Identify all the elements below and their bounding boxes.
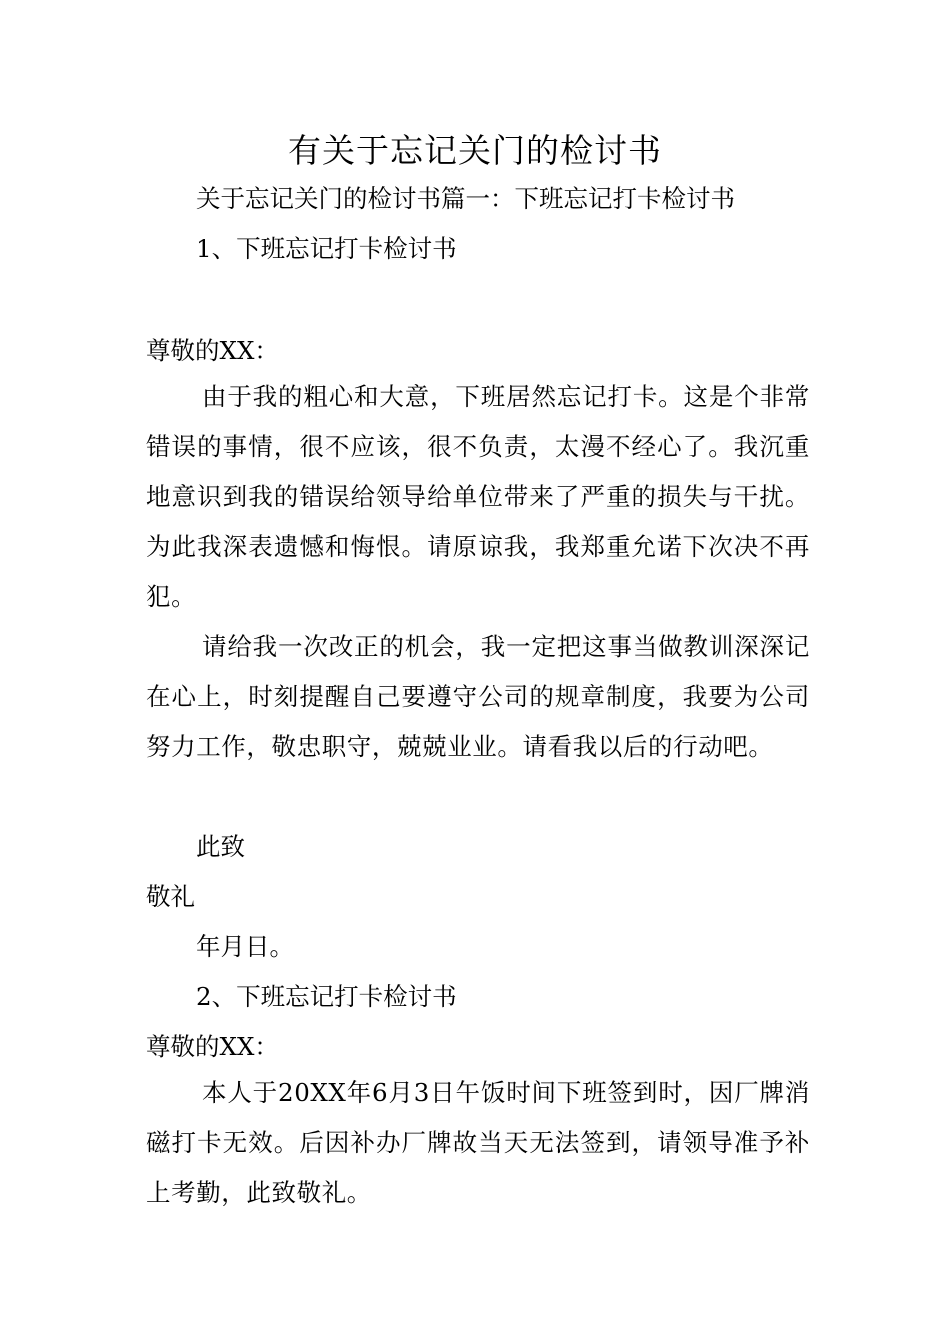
salutation-2: 尊敬的XX：: [146, 1032, 279, 1061]
salutation-1: 尊敬的XX：: [146, 336, 279, 365]
section-heading-1: 1、下班忘记打卡检讨书: [196, 234, 457, 263]
paragraph-2: 请给我一次改正的机会，我一定把这事当做教训深深记在心上，时刻提醒自己要遵守公司的规章制度，我要为公司努力工作，敬忠职守，兢兢业业。请看我以后的行动吧。: [146, 632, 810, 761]
section-heading-2: 2、下班忘记打卡检讨书: [196, 982, 457, 1011]
document-subtitle: 关于忘记关门的检讨书篇一：下班忘记打卡检讨书: [196, 184, 735, 213]
paragraph-3: 本人于20XX年6月3日午饭时间下班签到时，因厂牌消磁打卡无效。后因补办厂牌故当天无法签到，请领导准予补上考勤，此致敬礼。: [146, 1078, 810, 1207]
document-title: 有关于忘记关门的检讨书: [288, 131, 662, 170]
closing-line-2: 敬礼: [146, 882, 195, 911]
paragraph-1: 由于我的粗心和大意，下班居然忘记打卡。这是个非常错误的事情，很不应该，很不负责，太漫不经心了。我沉重地意识到我的错误给领导给单位带来了严重的损失与干扰。为此我深表遗憾和悔恨。请原谅我，我郑重允诺下次决不再犯。: [146, 382, 810, 611]
closing-line-1: 此致: [196, 832, 245, 861]
date-line: 年月日。: [196, 932, 294, 961]
